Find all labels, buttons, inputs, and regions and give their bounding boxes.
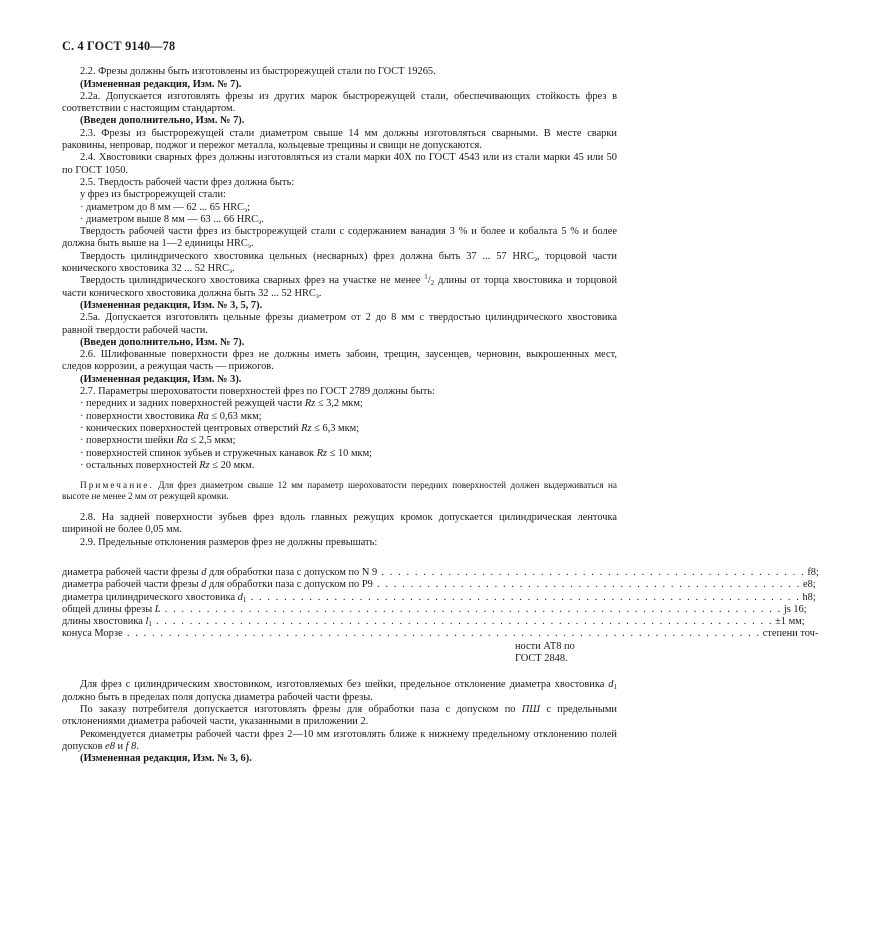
clause-2-3: 2.3. Фрезы из быстрорежущей стали диаметром свыше 14 мм должны изготовляться сварными. В месте сварки раковины, непровар, поджог и пережог металла, кольцевые трещины и свищи не допускаются. bbox=[62, 127, 617, 152]
tolerance-row bbox=[62, 603, 807, 616]
clause-2-2a-note: (Введен дополнительно, Изм. № 7). bbox=[80, 115, 245, 127]
hardness-item-2 bbox=[62, 214, 617, 226]
tolerance-label bbox=[62, 628, 123, 640]
recommendation-text: Рекомендуется диаметры рабочей части фрез 2—10 мм изготовлять ближе к нижнему предельному отклонению полей допусков bbox=[62, 728, 617, 752]
roughness-item-text: · передних и задних поверхностей режущей части bbox=[80, 398, 305, 410]
hrc-subscript: э bbox=[315, 291, 319, 300]
tolerance-row bbox=[62, 616, 805, 629]
hrc-subscript: э bbox=[229, 267, 233, 276]
clause-2-4: 2.4. Хвостовики сварных фрез должны изготовляться из стали марки 40Х по ГОСТ 4543 или из стали марки 45 или 50 по ГОСТ 1050. bbox=[62, 152, 617, 176]
hardness-shank-end: . bbox=[232, 263, 235, 275]
clause-2-5: 2.5. Твердость рабочей части фрез должна быть: bbox=[80, 176, 295, 188]
symbol-d: d bbox=[608, 679, 614, 691]
tolerance-label-pre: диаметра рабочей части фрезы bbox=[62, 579, 202, 591]
roughness-param: Ra bbox=[176, 435, 188, 447]
clause-2-2a: 2.2а. Допускается изготовлять фрезы из других марок быстрорежущей стали, обеспечивающих стойкость фрез в соответствии с настоящим стандартом. bbox=[62, 90, 617, 115]
tolerance-value: e8; bbox=[803, 579, 816, 591]
shank-tolerance-text-2: должно быть в пределах поля допуска диаметра рабочей части фрезы. bbox=[62, 691, 373, 703]
tolerance-ps-symbol: ПШ bbox=[521, 703, 541, 715]
fraction-denominator: 2 bbox=[430, 279, 435, 288]
tolerance-value: h8; bbox=[802, 591, 816, 603]
roughness-item bbox=[62, 460, 617, 472]
tolerance-row bbox=[62, 591, 816, 604]
hardness-item-1 bbox=[62, 202, 617, 214]
note-label: Примечание. bbox=[80, 480, 154, 491]
fraction-numerator: 1 bbox=[424, 273, 428, 282]
tolerance-value-continued: ГОСТ 2848. bbox=[515, 653, 568, 665]
leader-dots: . . . . . . . . . . . . . . . . . . . . . . . . . . . . . . . . . . . . . . . . . . . . . . . . . . . . . . . . . . . . . . . . . . bbox=[246, 591, 801, 603]
tolerance-row bbox=[62, 579, 816, 591]
clause-2-8: 2.8. На задней поверхности зубьев фрез вдоль главных режущих кромок допускается цилиндрическая ленточка шириной не более 0,05 мм. bbox=[62, 512, 617, 536]
tolerance-value: f8; bbox=[807, 566, 819, 578]
tolerance-label-pre: диаметра рабочей части фрезы bbox=[62, 566, 202, 578]
hrc-subscript: э bbox=[258, 217, 262, 226]
hardness-vanadium-end: . bbox=[250, 238, 254, 250]
clause-2-7: 2.7. Параметры шероховатости поверхностей фрез по ГОСТ 2789 должны быть: bbox=[80, 386, 435, 398]
tolerance-symbol: d bbox=[201, 566, 207, 578]
roughness-value: ≤ 10 мкм; bbox=[327, 447, 373, 459]
hardness-welded-text-2: длины от торца хвостовика и торцовой части конического хвостовика должна быть 32 ... 52 HRC bbox=[62, 275, 617, 299]
shank-tolerance-paragraph bbox=[62, 679, 617, 704]
shank-tolerance-text: Для фрез с цилиндрическим хвостовиком, изготовляемых без шейки, предельное отклонение диаметра хвостовика bbox=[80, 679, 609, 691]
hardness-item-1-text: · диаметром до 8 мм — 62 ... 65 HRC bbox=[80, 201, 245, 213]
hardness-item-2-end: . bbox=[261, 213, 264, 225]
roughness-list bbox=[62, 398, 617, 472]
leader-dots: . . . . . . . . . . . . . . . . . . . . . . . . . . . . . . . . . . . . . . . . . . . . . . . . . . . bbox=[372, 579, 802, 591]
clause-2-5-note: (Измененная редакция, Изм. № 3, 5, 7). bbox=[80, 299, 263, 311]
tolerance-list bbox=[62, 566, 819, 665]
roughness-param: Rz bbox=[316, 447, 328, 459]
hardness-shank-mid: , торцовой части конического хвостовика 32 ... 52 HRC bbox=[62, 250, 617, 275]
tolerance-label-pre: диаметра цилиндрического хвостовика bbox=[62, 591, 238, 603]
roughness-value: ≤ 2,5 мкм; bbox=[187, 435, 236, 447]
roughness-param: Ra bbox=[197, 410, 209, 422]
recommendation-paragraph bbox=[62, 729, 617, 754]
tolerance-symbol: l bbox=[145, 616, 149, 628]
hrc-subscript: э bbox=[244, 205, 248, 214]
tolerance-label bbox=[62, 604, 161, 616]
clause-2-6-note: (Измененная редакция, Изм. № 3). bbox=[80, 373, 242, 385]
roughness-item bbox=[62, 435, 617, 447]
page-header: С. 4 ГОСТ 9140—78 bbox=[62, 39, 176, 53]
leader-dots: . . . . . . . . . . . . . . . . . . . . . . . . . . . . . . . . . . . . . . . . . . . . . . . . . . . . . . . . . . . . . . . . . . . . . . . . . . bbox=[160, 603, 782, 615]
hardness-shank-text: Твердость цилиндрического хвостовика цельных (несварных) фрез должна быть 37 ... 57 HRC bbox=[80, 250, 534, 262]
tolerance-label-post: для обработки паза с допуском по P9 bbox=[206, 579, 373, 591]
tolerance-label bbox=[62, 616, 152, 628]
tolerance-value: js 16; bbox=[783, 603, 807, 615]
hardness-vanadium-text: Твердость рабочей части фрез из быстрорежущей стали с содержанием ванадия 3 % и более и кобальта 5 % и более должна быть выше на 1—2 единицы HRC bbox=[62, 226, 617, 250]
tolerance-symbol: d bbox=[237, 591, 243, 603]
tolerance-label bbox=[62, 567, 377, 579]
tolerance-symbol: d bbox=[201, 579, 207, 591]
hardness-shank bbox=[62, 251, 617, 276]
roughness-item-text: · поверхностей спинок зубьев и стружечных канавок bbox=[80, 447, 317, 459]
recommendation-conj: и bbox=[114, 740, 126, 752]
roughness-item bbox=[62, 398, 617, 410]
hardness-welded-text: Твердость цилиндрического хвостовика сварных фрез на участке не менее bbox=[80, 275, 425, 287]
tolerance-label bbox=[62, 592, 246, 604]
roughness-value: ≤ 0,63 мкм; bbox=[208, 410, 262, 422]
hardness-item-2-text: · диаметром выше 8 мм — 63 ... 66 HRC bbox=[80, 213, 259, 225]
roughness-note bbox=[62, 480, 617, 502]
clause-2-6: 2.6. Шлифованные поверхности фрез не должны иметь забоин, трещин, заусенцев, черновин, выкрошенных мест, следов коррозии, а режущая часть — прижогов. bbox=[62, 349, 617, 373]
tolerance-value-continued: ности АТ8 по bbox=[515, 640, 575, 652]
note-text: Для фрез диаметром свыше 12 мм параметр шероховатости передних поверхностей должен выдерживаться на высоте не менее 2 мм от режущей кромки. bbox=[62, 480, 617, 502]
customer-order-paragraph bbox=[62, 704, 617, 729]
leader-dots: . . . . . . . . . . . . . . . . . . . . . . . . . . . . . . . . . . . . . . . . . . . . . . . . . . . . . . . . . . . . . . . . . . . . . . . . . . bbox=[151, 616, 774, 628]
tolerance-e8: e8 bbox=[105, 740, 115, 752]
final-note: (Измененная редакция, Изм. № 3, 6). bbox=[80, 753, 252, 765]
roughness-item-text: · поверхности шейки bbox=[80, 435, 177, 447]
customer-order-text-2: с предельными отклонениями диаметра рабочей части, указанными в приложении 2. bbox=[62, 703, 617, 728]
tolerance-label-pre: конуса Морзе bbox=[62, 628, 123, 640]
roughness-item bbox=[62, 448, 617, 460]
hardness-item-1-end: ; bbox=[247, 201, 250, 213]
tolerance-label-pre: общей длины фрезы bbox=[62, 603, 155, 615]
roughness-item-text: · остальных поверхностей bbox=[80, 459, 200, 471]
roughness-param: Rz bbox=[304, 398, 316, 410]
roughness-param: Rz bbox=[199, 459, 210, 471]
roughness-param: Rz bbox=[301, 422, 312, 434]
clause-2-9: 2.9. Предельные отклонения размеров фрез не должны превышать: bbox=[80, 536, 378, 548]
roughness-value: ≤ 3,2 мкм; bbox=[315, 398, 363, 410]
hardness-welded: Твердость цилиндрического хвостовика сварных фрез на участке не менее $^1/_2$ длины от торца хвостовика и торцовой части конического хвостовика должна быть 32 ... 52 $HRC_э$. bbox=[62, 273, 617, 300]
roughness-value: ≤ 6,3 мкм; bbox=[311, 422, 360, 434]
roughness-value: ≤ 20 мкм. bbox=[209, 459, 255, 471]
tolerance-symbol-sub: 1 bbox=[242, 595, 247, 604]
roughness-item-text: · конических поверхностей центровых отверстий bbox=[80, 422, 302, 434]
clause-2-2-note: (Измененная редакция, Изм. № 7). bbox=[80, 78, 242, 90]
leader-dots: . . . . . . . . . . . . . . . . . . . . . . . . . . . . . . . . . . . . . . . . . . . . . . . . . . . . . . . . . . . . . . . . . . . . . . . . . . . . bbox=[122, 628, 761, 640]
tolerance-value: степени точ- bbox=[762, 628, 819, 640]
hrc-subscript: э bbox=[247, 242, 251, 251]
customer-order-text: По заказу потребителя допускается изготовлять фрезы для обработки паза с допуском по bbox=[80, 703, 522, 715]
leader-dots: . . . . . . . . . . . . . . . . . . . . . . . . . . . . . . . . . . . . . . . . . . . . . . . . . . . bbox=[377, 566, 806, 578]
recommendation-end: . bbox=[136, 740, 139, 752]
hrc-subscript: э bbox=[533, 254, 537, 263]
symbol-subscript: 1 bbox=[613, 683, 617, 692]
tolerance-label-pre: длины хвостовика bbox=[62, 616, 146, 628]
clause-2-5a-note: (Введен дополнительно, Изм. № 7). bbox=[80, 336, 245, 348]
hardness-vanadium bbox=[62, 226, 617, 251]
hardness-welded-end: . bbox=[318, 287, 322, 299]
tolerance-value: ±1 мм; bbox=[775, 616, 805, 628]
roughness-item-text: · поверхности хвостовика bbox=[80, 410, 198, 422]
tolerance-f8: f 8 bbox=[125, 740, 137, 752]
tolerance-row bbox=[62, 628, 819, 640]
tolerance-label bbox=[62, 579, 373, 591]
clause-2-2: 2.2. Фрезы должны быть изготовлены из быстрорежущей стали по ГОСТ 19265. bbox=[80, 66, 436, 78]
tolerance-row bbox=[62, 566, 819, 579]
tolerance-symbol: L bbox=[154, 603, 161, 615]
roughness-item bbox=[62, 423, 617, 435]
tolerance-label-post: для обработки паза с допуском по N 9 bbox=[206, 566, 378, 578]
clause-2-5a: 2.5а. Допускается изготовлять цельные фрезы диаметром от 2 до 8 мм с твердостью цилиндрического хвостовика равной твердости рабочей части. bbox=[62, 312, 617, 336]
roughness-item bbox=[62, 411, 617, 423]
clause-2-5-sub: у фрез из быстрорежущей стали: bbox=[80, 189, 226, 201]
tolerance-symbol-sub: 1 bbox=[148, 620, 152, 629]
